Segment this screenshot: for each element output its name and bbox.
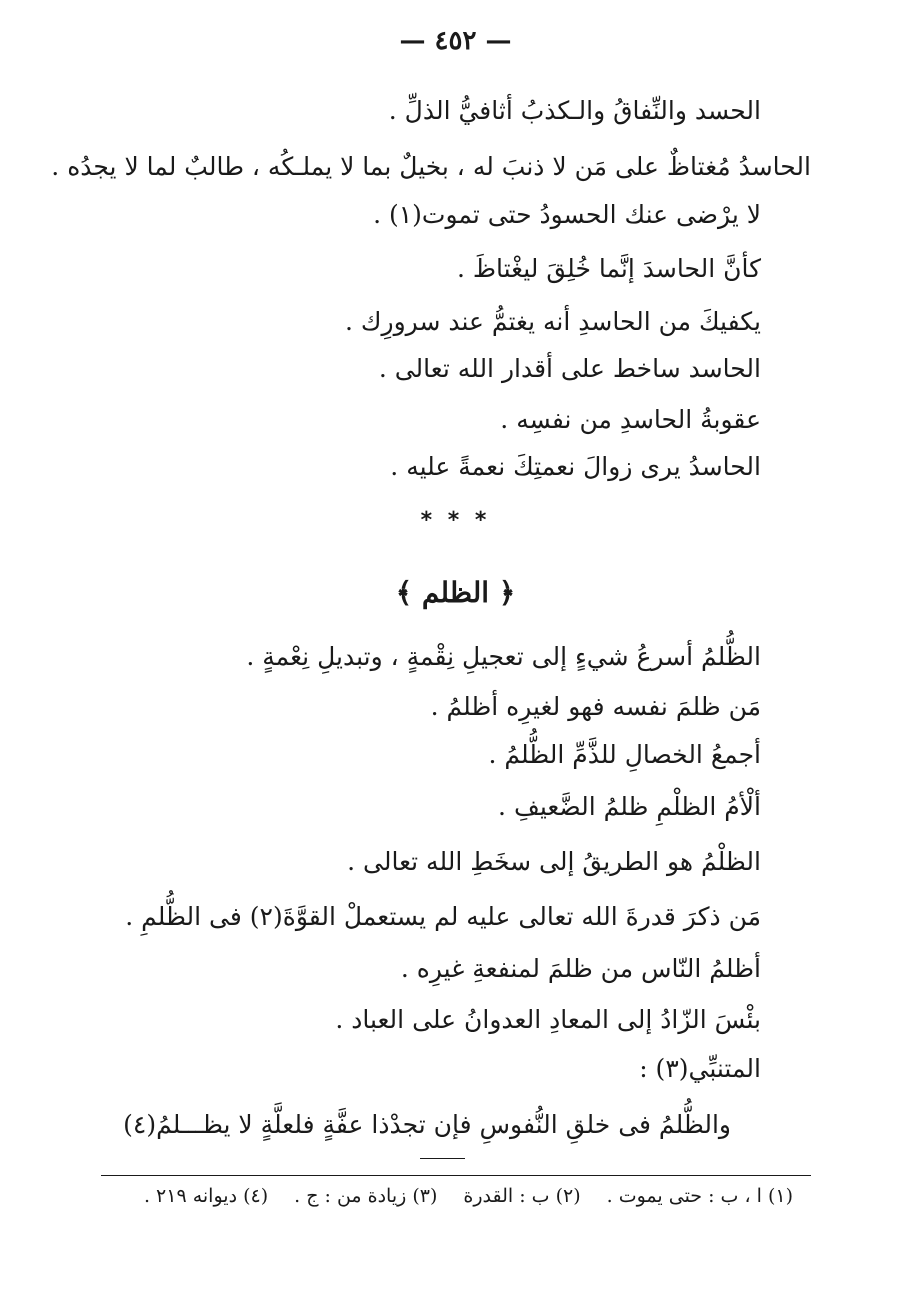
verse-end-rule	[420, 1158, 465, 1159]
text-line: أظلمُ النّاس من ظلمَ لمنفعةِ غيرِه .	[400, 954, 761, 983]
text-line: أجمعُ الخصالِ للذَّمِّ الظُّلمُ .	[488, 740, 761, 769]
footnote-2: (٢) ب : القدرة	[463, 1185, 581, 1207]
text-line: المتنبِّي(٣) :	[639, 1054, 761, 1083]
text-line: يكفيكَ من الحاسدِ أنه يغتمُّ عند سرورِك .	[345, 307, 761, 336]
text-line: ألْأمُ الظلْمِ ظلمُ الضَّعيفِ .	[498, 792, 761, 821]
footnote-3: (٣) زيادة من : ج .	[294, 1185, 438, 1207]
text-line: عقوبةُ الحاسدِ من نفسِه .	[500, 405, 761, 434]
text-line: لا يرْضى عنك الحسودُ حتى تموت(١) .	[373, 200, 761, 229]
footnote-1: (١) ا ، ب : حتى يموت .	[606, 1185, 793, 1207]
text-line: الظُّلمُ أسرعُ شيءٍ إلى تعجيلِ نِقْمةٍ ، وتبديلِ نِعْمةٍ .	[246, 642, 761, 671]
section-title: ﴿ الظلم ﴾	[395, 576, 516, 609]
verse-hemistich-second: ذا عفَّةٍ فلعلَّةٍ لا يظـــلمُ(٤)	[123, 1110, 390, 1139]
text-line: الظلْمُ هو الطريقُ إلى سخَطِ الله تعالى .	[347, 847, 761, 876]
page-number: — ٤٥٢ —	[399, 26, 512, 56]
footnote-4: (٤) ديوانه ٢١٩ .	[143, 1185, 269, 1207]
text-line: مَن ذكرَ قدرةَ الله تعالى عليه لم يستعملْ القوَّةَ(٢) فى الظُّلمِ .	[125, 902, 761, 931]
verse-hemistich-first: والظُّلمُ فى خلقِ النُّفوسِ فإن تجدْ	[389, 1110, 731, 1139]
text-line: مَن ظلمَ نفسه فهو لغيرِه أظلمُ .	[430, 692, 761, 721]
footnotes	[144, 1185, 793, 1207]
footnote-divider	[101, 1175, 811, 1176]
text-line: الحاسدُ مُغتاظٌ على مَن لا ذنبَ له ، بخيلٌ بما لا يملـكُه ، طالبٌ لما لا يجدُه .	[51, 152, 811, 181]
poem-verse	[123, 1108, 731, 1142]
section-separator: * * *	[420, 508, 491, 533]
text-line: كأنَّ الحاسدَ إنَّما خُلِقَ ليغْتاظَ .	[456, 254, 761, 283]
text-line: الحاسد ساخط على أقدار الله تعالى .	[378, 354, 761, 383]
text-line: الحسد والنِّفاقُ والـكذبُ أثافيُّ الذلِّ .	[388, 96, 761, 125]
text-line: الحاسدُ يرى زوالَ نعمتِكَ نعمةً عليه .	[390, 452, 761, 481]
text-line: بئْسَ الزّادُ إلى المعادِ العدوانُ على العباد .	[335, 1005, 761, 1034]
